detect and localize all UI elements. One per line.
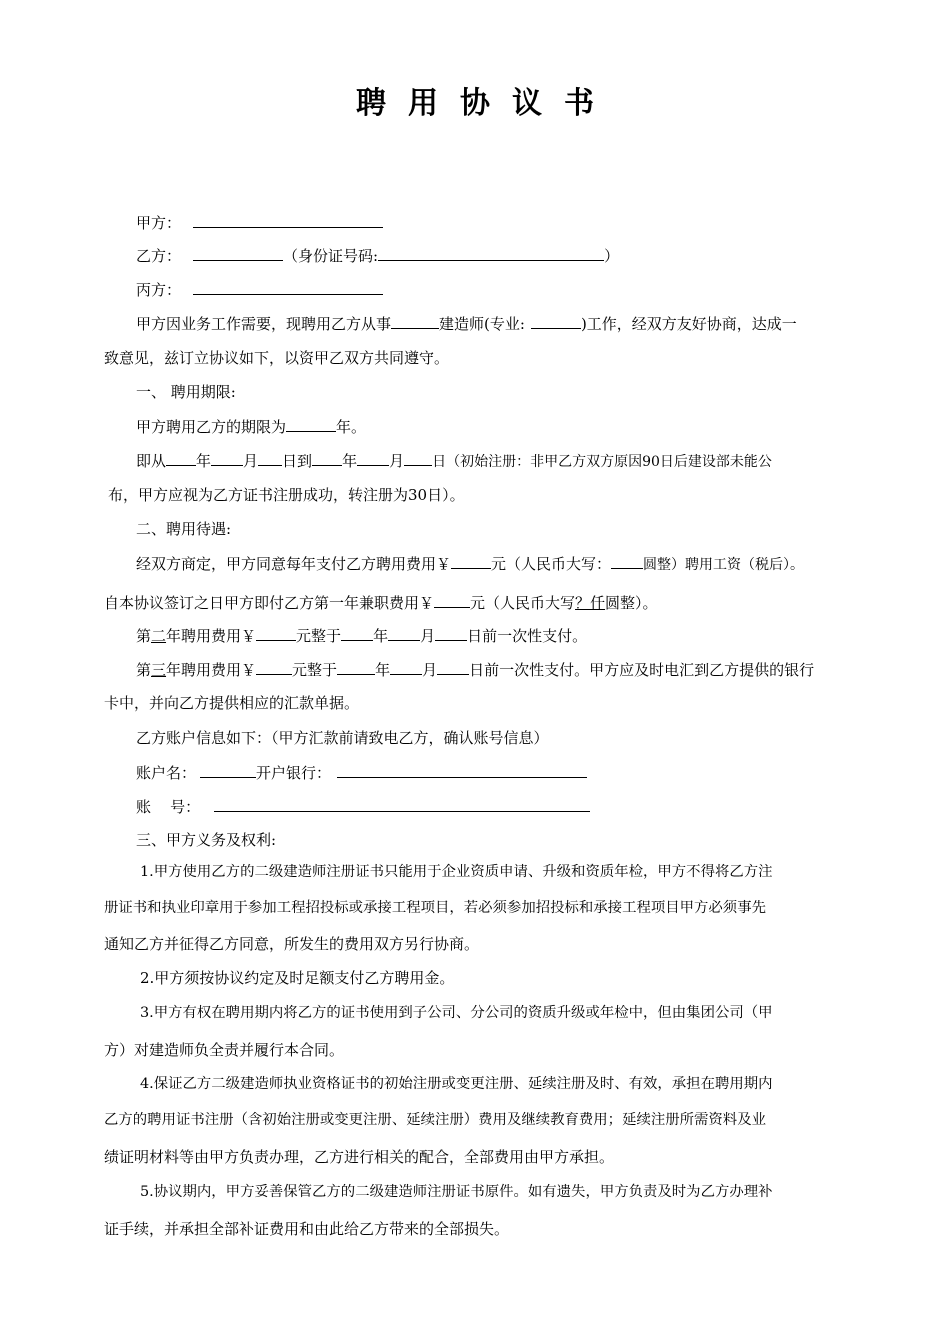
- account-number-label: 账 号：: [136, 798, 201, 816]
- account-name-label: 账户名：: [136, 764, 197, 782]
- party-b-id-close: ）: [604, 247, 620, 265]
- intro-line-2: 致意见，兹订立协议如下，以资甲乙双方共同遵守。: [104, 349, 450, 367]
- year-3-pay-day-blank[interactable]: [437, 659, 469, 675]
- term-years-blank[interactable]: [286, 416, 336, 432]
- end-day-blank[interactable]: [404, 450, 432, 466]
- year-2-line: [0, 625, 950, 646]
- year-3-text-e: 月: [422, 661, 438, 679]
- annual-fee-blank[interactable]: [451, 553, 491, 569]
- year-2-text-a: 第: [136, 627, 152, 645]
- item-1-line-3: 通知乙方并征得乙方同意，所发生的费用双方另行协商。: [104, 935, 480, 953]
- year-3-text-d: 年: [375, 661, 391, 679]
- year-2-pay-day-blank[interactable]: [435, 625, 467, 641]
- section-2-heading: 二、聘用待遇:: [136, 520, 232, 538]
- term-line: [0, 416, 950, 437]
- party-b-id-label: （身份证号码:: [283, 247, 379, 265]
- account-name-line: [0, 762, 950, 783]
- year-2-number: 二: [151, 627, 167, 645]
- bank-blank[interactable]: [337, 762, 587, 778]
- salary-line-1: [0, 553, 950, 575]
- year-3-number: 三: [151, 661, 167, 679]
- item-3-line-1: 3.甲方有权在聘用期内将乙方的证书使用到子公司、分公司的资质升级或年检中，但由集团公司（甲: [140, 1005, 773, 1021]
- first-year-text-a: 自本协议签订之日甲方即付乙方第一年兼职费用￥: [104, 594, 435, 612]
- year-3-text-c: 元整于: [292, 661, 338, 679]
- item-1-line-1: 1.甲方使用乙方的二级建造师注册证书只能用于企业资质申请、升级和资质年检，甲方不得将乙方注: [140, 864, 773, 880]
- account-number-blank[interactable]: [214, 796, 590, 812]
- year-3-pay-month-blank[interactable]: [390, 659, 422, 675]
- year-2-text-e: 月: [420, 627, 436, 645]
- end-month-blank[interactable]: [357, 450, 389, 466]
- party-a-line: [0, 212, 950, 233]
- first-year-text-c: 圆整）。: [605, 594, 658, 612]
- year-3-fee-blank[interactable]: [256, 659, 292, 675]
- term-text-b: 年。: [336, 418, 367, 436]
- period-line-2: 布，甲方应视为乙方证书注册成功，转注册为30日）。: [108, 486, 465, 504]
- item-1-line-2: 册证书和执业印章用于参加工程招投标或承接工程项目，若必须参加招投标和承接工程项目甲方必须事先: [104, 900, 766, 916]
- year-2-text-c: 元整于: [296, 627, 342, 645]
- start-year-blank[interactable]: [166, 450, 196, 466]
- party-c-line: [0, 279, 950, 300]
- party-a-label: 甲方：: [136, 214, 182, 232]
- start-month-blank[interactable]: [211, 450, 243, 466]
- document-title: 聘用协议书: [356, 86, 616, 121]
- specialty-blank[interactable]: [531, 313, 581, 329]
- year-3-text-f: 日前一次性支付。甲方应及时电汇到乙方提供的银行: [469, 661, 815, 679]
- account-name-blank[interactable]: [200, 762, 256, 778]
- period-text-1: 即从: [136, 452, 167, 470]
- item-4-line-2: 乙方的聘用证书注册（含初始注册或变更注册、延续注册）费用及继续教育费用；延续注册所需资料及业: [104, 1112, 766, 1128]
- first-year-text-b: 元（人民币大写: [470, 594, 576, 612]
- item-5-line-1: 5.协议期内，甲方妥善保管乙方的二级建造师注册证书原件。如有遗失，甲方负责及时为乙方办理补: [140, 1184, 773, 1200]
- party-b-id-blank[interactable]: [378, 245, 604, 261]
- item-3-line-2: 方）对建造师负全责并履行本合同。: [104, 1041, 345, 1059]
- year-3-text-a: 第: [136, 661, 152, 679]
- period-text-4: 日到: [282, 452, 313, 470]
- period-line-1: [0, 450, 950, 472]
- period-text-5: 年: [342, 452, 358, 470]
- first-year-words-mark[interactable]: ？仟: [575, 594, 606, 612]
- party-b-blank[interactable]: [193, 245, 283, 261]
- year-2-pay-year-blank[interactable]: [341, 625, 373, 641]
- item-4-line-1: 4.保证乙方二级建造师执业资格证书的初始注册或变更注册、延续注册及时、有效，承担在聘用期内: [140, 1076, 773, 1092]
- year-3-pay-year-blank[interactable]: [337, 659, 375, 675]
- bank-label: 开户银行：: [256, 764, 332, 782]
- item-2: 2.甲方须按协议约定及时足额支付乙方聘用金。: [140, 969, 455, 987]
- first-year-fee-blank[interactable]: [434, 592, 470, 608]
- intro-line-1: [0, 313, 950, 334]
- year-3-line-2: 卡中，并向乙方提供相应的汇款单据。: [104, 694, 360, 712]
- item-4-line-3: 绩证明材料等由甲方负责办理，乙方进行相关的配合，全部费用由甲方承担。: [104, 1148, 615, 1166]
- item-5-line-2: 证手续，并承担全部补证费用和由此给乙方带来的全部损失。: [104, 1220, 510, 1238]
- profession-blank[interactable]: [391, 313, 439, 329]
- section-1-heading: 一、 聘用期限:: [136, 383, 236, 401]
- year-3-line: [0, 659, 950, 680]
- year-2-text-d: 年: [373, 627, 389, 645]
- salary-line-2: [0, 592, 950, 613]
- period-text-2: 年: [196, 452, 212, 470]
- salary-text-c: 圆整）聘用工资（税后）。: [643, 557, 805, 573]
- intro-text-b: 建造师(专业:: [439, 315, 525, 333]
- account-number-line: [0, 796, 950, 817]
- salary-text-b: 元（人民币大写：: [491, 555, 612, 573]
- year-2-text-f: 日前一次性支付。: [467, 627, 588, 645]
- party-b-line: [0, 245, 950, 266]
- year-3-text-b: 年聘用费用￥: [166, 661, 257, 679]
- party-a-blank[interactable]: [193, 212, 383, 228]
- party-b-label: 乙方：: [136, 247, 182, 265]
- party-c-blank[interactable]: [193, 279, 383, 295]
- term-text-a: 甲方聘用乙方的期限为: [136, 418, 287, 436]
- period-text-3: 月: [243, 452, 259, 470]
- party-c-label: 丙方：: [136, 281, 182, 299]
- year-2-text-b: 年聘用费用￥: [166, 627, 257, 645]
- start-day-blank[interactable]: [258, 450, 282, 466]
- period-text-6: 月: [389, 452, 405, 470]
- section-3-heading: 三、甲方义务及权利:: [136, 831, 277, 849]
- annual-fee-words-blank[interactable]: [611, 553, 643, 569]
- intro-text-c: )工作，经双方友好协商，达成一: [580, 315, 797, 333]
- intro-text-a: 甲方因业务工作需要，现聘用乙方从事: [136, 315, 392, 333]
- end-year-blank[interactable]: [312, 450, 342, 466]
- account-info-line: 乙方账户信息如下：（甲方汇款前请致电乙方，确认账号信息）: [136, 729, 549, 747]
- period-text-7: 日（初始注册：非甲乙方双方原因90日后建设部未能公: [432, 454, 772, 470]
- year-2-pay-month-blank[interactable]: [388, 625, 420, 641]
- salary-text-a: 经双方商定，甲方同意每年支付乙方聘用费用￥: [136, 555, 452, 573]
- year-2-fee-blank[interactable]: [256, 625, 296, 641]
